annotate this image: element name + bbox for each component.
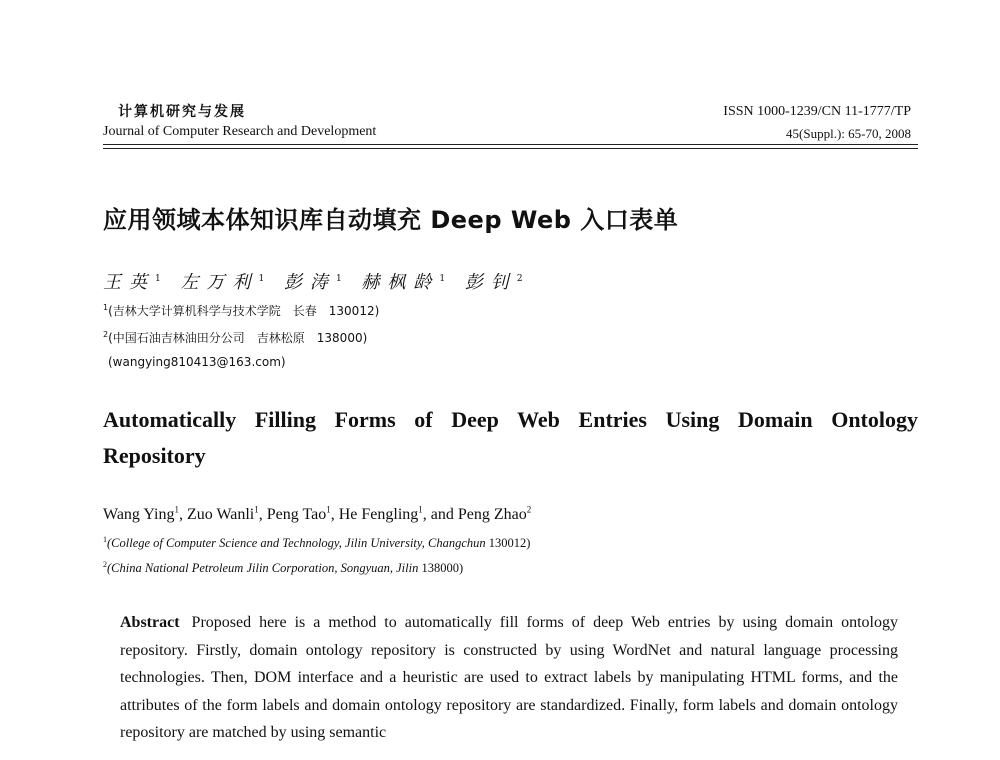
author-separator: , bbox=[178, 506, 187, 524]
affiliation-postcode: 130012) bbox=[488, 536, 531, 551]
author-cn bbox=[180, 272, 264, 293]
affiliation-postcode: 138000) bbox=[421, 561, 464, 576]
paper-title-en: Automatically Filling Forms of Deep Web Entries Using Domain Ontology Repository bbox=[103, 407, 918, 468]
author-name: Zuo Wanli bbox=[186, 506, 255, 524]
journal-name-cn: 计算机研究与发展 bbox=[118, 104, 246, 120]
abstract-label: Abstract bbox=[120, 614, 180, 631]
author-sup: 1 bbox=[174, 505, 179, 515]
journal-issn: ISSN 1000-1239/CN 11-1777/TP bbox=[723, 104, 911, 119]
header-rule-thick bbox=[103, 144, 918, 145]
author-sup: 1 bbox=[418, 505, 423, 515]
affiliation-sup: 1 bbox=[103, 303, 109, 312]
author-separator: , bbox=[258, 506, 267, 524]
affiliation-cn bbox=[103, 302, 379, 319]
paper-title-cn: 应用领域本体知识库自动填充 Deep Web 入口表单 bbox=[103, 206, 679, 234]
author-en bbox=[458, 506, 531, 523]
author-list-cn bbox=[103, 268, 537, 294]
author-name: Wang Ying bbox=[103, 506, 175, 524]
author-name: 彭钊 bbox=[464, 272, 517, 293]
author-separator: , bbox=[330, 506, 339, 524]
journal-volume-pages: 45(Suppl.): 65-70, 2008 bbox=[786, 126, 911, 141]
author-name: 彭涛 bbox=[283, 272, 336, 293]
author-name: Peng Zhao bbox=[457, 506, 527, 524]
author-sup: 1 bbox=[155, 274, 161, 284]
abstract bbox=[120, 609, 898, 747]
affiliation-sup: 2 bbox=[103, 330, 109, 339]
author-sup: 1 bbox=[326, 505, 331, 515]
author-en bbox=[339, 506, 458, 523]
abstract-text: Proposed here is a method to automatically fill forms of deep Web entries by using domain ontology repository. Firstly, domain ontology repository is constructed by using WordNet and natural language processing technologies. Then, DOM interface and a heuristic are used to extract labels by manipulating HTML forms, and the attributes of the form labels and domain ontology repository are standardized. Finally, form labels and domain ontology repository are matched by using semantic bbox=[120, 614, 898, 741]
author-cn bbox=[284, 272, 342, 293]
author-sup: 1 bbox=[254, 505, 259, 515]
author-name: Peng Tao bbox=[266, 506, 327, 524]
author-sup: 1 bbox=[335, 274, 342, 284]
header-rule-thin bbox=[103, 148, 918, 149]
author-cn bbox=[465, 272, 523, 293]
affiliation-en bbox=[103, 535, 530, 551]
affiliation-text: (中国石油吉林油田分公司 吉林松原 138000) bbox=[108, 331, 368, 345]
author-name: 赫枫龄 bbox=[361, 272, 440, 293]
affiliation-sup: 2 bbox=[103, 560, 107, 569]
author-sup: 2 bbox=[526, 505, 532, 515]
author-sup: 1 bbox=[258, 274, 265, 284]
author-email: (wangying810413@163.com) bbox=[108, 355, 286, 369]
affiliation-en bbox=[103, 560, 463, 576]
affiliation-org: (China National Petroleum Jilin Corporation, Songyuan, Jilin bbox=[107, 561, 419, 576]
author-en bbox=[267, 506, 339, 523]
affiliation-org: (College of Computer Science and Technology, Jilin University, Changchun bbox=[107, 536, 486, 551]
affiliation-sup: 1 bbox=[103, 535, 107, 544]
author-cn bbox=[361, 272, 445, 293]
author-sup: 1 bbox=[439, 274, 446, 284]
author-name: 左万利 bbox=[180, 272, 259, 293]
author-name: He Fengling bbox=[338, 506, 419, 524]
affiliation-text: (吉林大学计算机科学与技术学院 长春 130012) bbox=[108, 304, 380, 318]
author-en bbox=[103, 506, 187, 523]
journal-name-en: Journal of Computer Research and Development bbox=[103, 124, 377, 139]
author-name: 王英 bbox=[103, 272, 155, 293]
affiliation-cn bbox=[103, 329, 367, 346]
author-list-en bbox=[103, 505, 531, 524]
author-sup: 2 bbox=[516, 274, 523, 284]
author-en bbox=[187, 506, 267, 523]
author-cn bbox=[103, 272, 161, 293]
author-separator: , and bbox=[422, 506, 458, 524]
